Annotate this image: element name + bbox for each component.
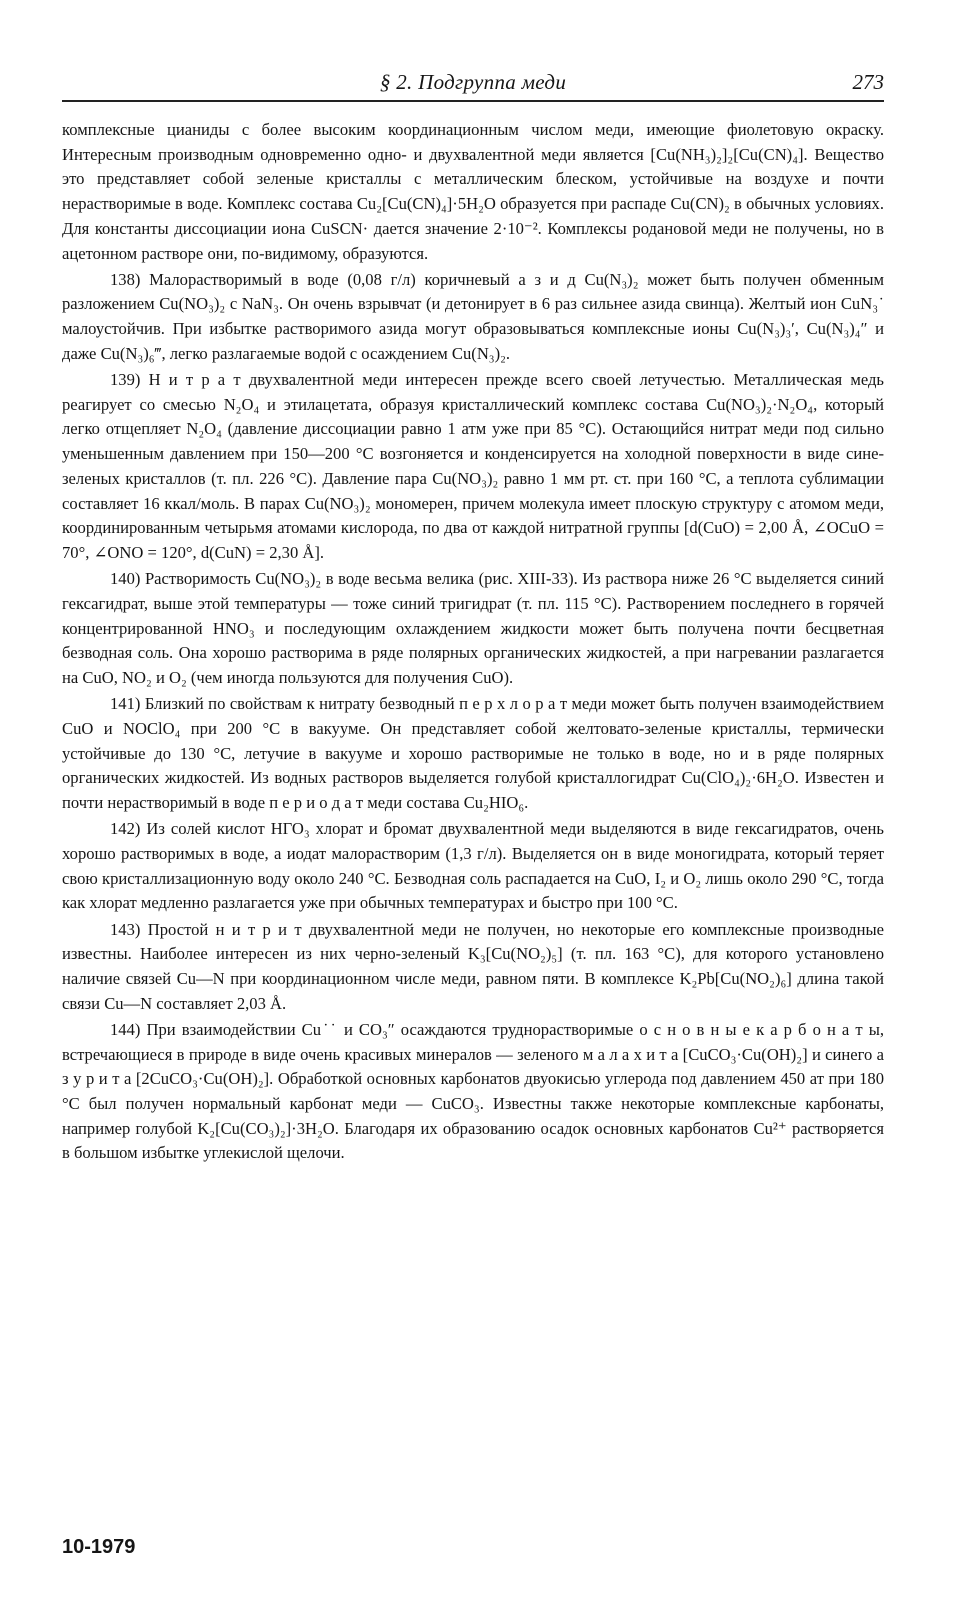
running-title: § 2. Подгруппа меди (379, 70, 567, 94)
printer-signature: 10-1979 (62, 1536, 136, 1558)
paragraph-140: 140) Растворимость Cu(NO₃)₂ в воде весьма велика (рис. XIII-33). Из раствора ниже 26 °C выделяется синий гексагидрат, выше этой температуры — тоже синий тригидрат (т. пл. 115 °C). Растворением последнего в горячей концентрированной HNO₃ и последующим охлаждением жидкости может быть получена почти бесцветная безводная соль. Она хорошо растворима в ряде полярных органических жидкостей, а при нагревании разлагается на CuO, NO₂ и O₂ (чем иногда пользуются для получения CuO). (62, 569, 884, 687)
paragraph-139: 139) Н и т р а т двухвалентной меди интересен прежде всего своей летучестью. Металлическая медь реагирует со смесью N₂O₄ и этилацетата, образуя кристаллический комплекс состава Cu(NO₃)₂·N₂O₄, который легко отщепляет N₂O₄ (давление диссоциации равно 1 атм уже при 85 °C). Остающийся нитрат меди под сильно уменьшенным давлением при 150—200 °C возгоняется и конденсируется на холодной поверхности в виде сине-зеленых кристаллов (т. пл. 226 °C). Давление пара Cu(NO₃)₂ равно 1 мм рт. ст. при 160 °C, а теплота сублимации составляет 16 ккал/моль. В парах Cu(NO₃)₂ мономерен, причем молекула имеет плоскую структуру с атомом меди, координированным четырьмя атомами кислорода, по два от каждой нитратной группы [d(CuO) = 2,00 Å, ∠OCuO = 70°, ∠ONO = 120°, d(CuN) = 2,30 Å]. (62, 370, 884, 562)
paragraph-144: 144) При взаимодействии Cu˙˙ и CO₃″ осаждаются труднорастворимые о с н о в н ы е к а р б о н а т ы, встречающиеся в природе в виде очень красивых минералов — зеленого м а л а х и т а [CuCO₃·Cu(OH)₂] и синего а з у р и т а [2CuCO₃·Cu(OH)₂]. Обработкой основных карбонатов двуокисью углерода под давлением 450 ат при 180 °C был получен нормальный карбонат меди — CuCO₃. Известны также некоторые комплексные карбонаты, например голубой K₂[Cu(CO₃)₂]·3H₂O. Благодаря их образованию осадок основных карбонатов Cu²⁺ растворяется в большом избытке углекислой щелочи. (62, 1019, 884, 1163)
page-body (62, 118, 884, 1168)
paragraph-142: 142) Из солей кислот НГО₃ хлорат и бромат двухвалентной меди выделяются в виде гексагидратов, очень хорошо растворимых в воде, а иодат малорастворим (1,3 г/л). Выделяется он в виде моногидрата, который теряет свою кристаллизационную воду около 240 °C. Безводная соль распадается на CuO, I₂ и O₂ лишь около 290 °C, тогда как хлорат медленно разлагается уже при обычных температурах и быстро при 100 °C. (62, 819, 884, 913)
paragraph-141: 141) Близкий по свойствам к нитрату безводный п е р х л о р а т меди может быть получен взаимодействием CuO и NOClO₄ при 200 °C в вакууме. Он представляет собой желтовато-зеленые кристаллы, термически устойчивые до 130 °C, летучие в вакууме и хорошо растворимые не только в воде, но и в ряде полярных органических жидкостей. Из водных растворов выделяется голубой кристаллогидрат Cu(ClO₄)₂·6H₂O. Известен и почти нерастворимый в воде п е р и о д а т меди состава Cu₂HIO₆. (62, 694, 884, 812)
paragraph-continued: комплексные цианиды с более высоким координационным числом меди, имеющие фиолетовую окраску. Интересным производным одновременно одно- и двухвалентной меди является [Cu(NH₃)₂]₂[Cu(CN)₄]. Вещество это представляет собой зеленые кристаллы с металлическим блеском, устойчивые на воздухе и почти нерастворимые в воде. Комплекс состава Cu₂[Cu(CN)₄]·5H₂O образуется при распаде Cu(CN)₂ в обычных условиях. Для константы диссоциации иона CuSCN· дается значение 2·10⁻². Комплексы роданoвой меди не получены, но в ацетонном растворе они, по-видимому, образуются. (62, 120, 884, 263)
paragraph-138: 138) Малорастворимый в воде (0,08 г/л) коричневый а з и д Cu(N₃)₂ может быть получен обменным разложением Cu(NO₃)₂ с NaN₃. Он очень взрывчат (и детонирует в 6 раз сильнее азида свинца). Желтый ион CuN₃˙ малоустойчив. При избытке растворимого азида могут образовываться комплексные ионы Cu(N₃)₃′, Cu(N₃)₄″ и даже Cu(N₃)₆‴, легко разлагаемые водой с осаждением Cu(N₃)₂. (62, 269, 884, 363)
page-number: 273 (852, 70, 884, 94)
header-rule (62, 100, 884, 102)
page-header (62, 66, 884, 102)
paragraph-143: 143) Простой н и т р и т двухвалентной меди не получен, но некоторые его комплексные производные известны. Наиболее интересен из них черно-зеленый K₃[Cu(NO₂)₅] (т. пл. 163 °C), для которого установлено наличие связей Cu—N при координационном числе меди, равном пяти. В комплексе K₂Pb[Cu(NO₂)₆] длина такой связи Cu—N составляет 2,03 Å. (62, 919, 884, 1013)
